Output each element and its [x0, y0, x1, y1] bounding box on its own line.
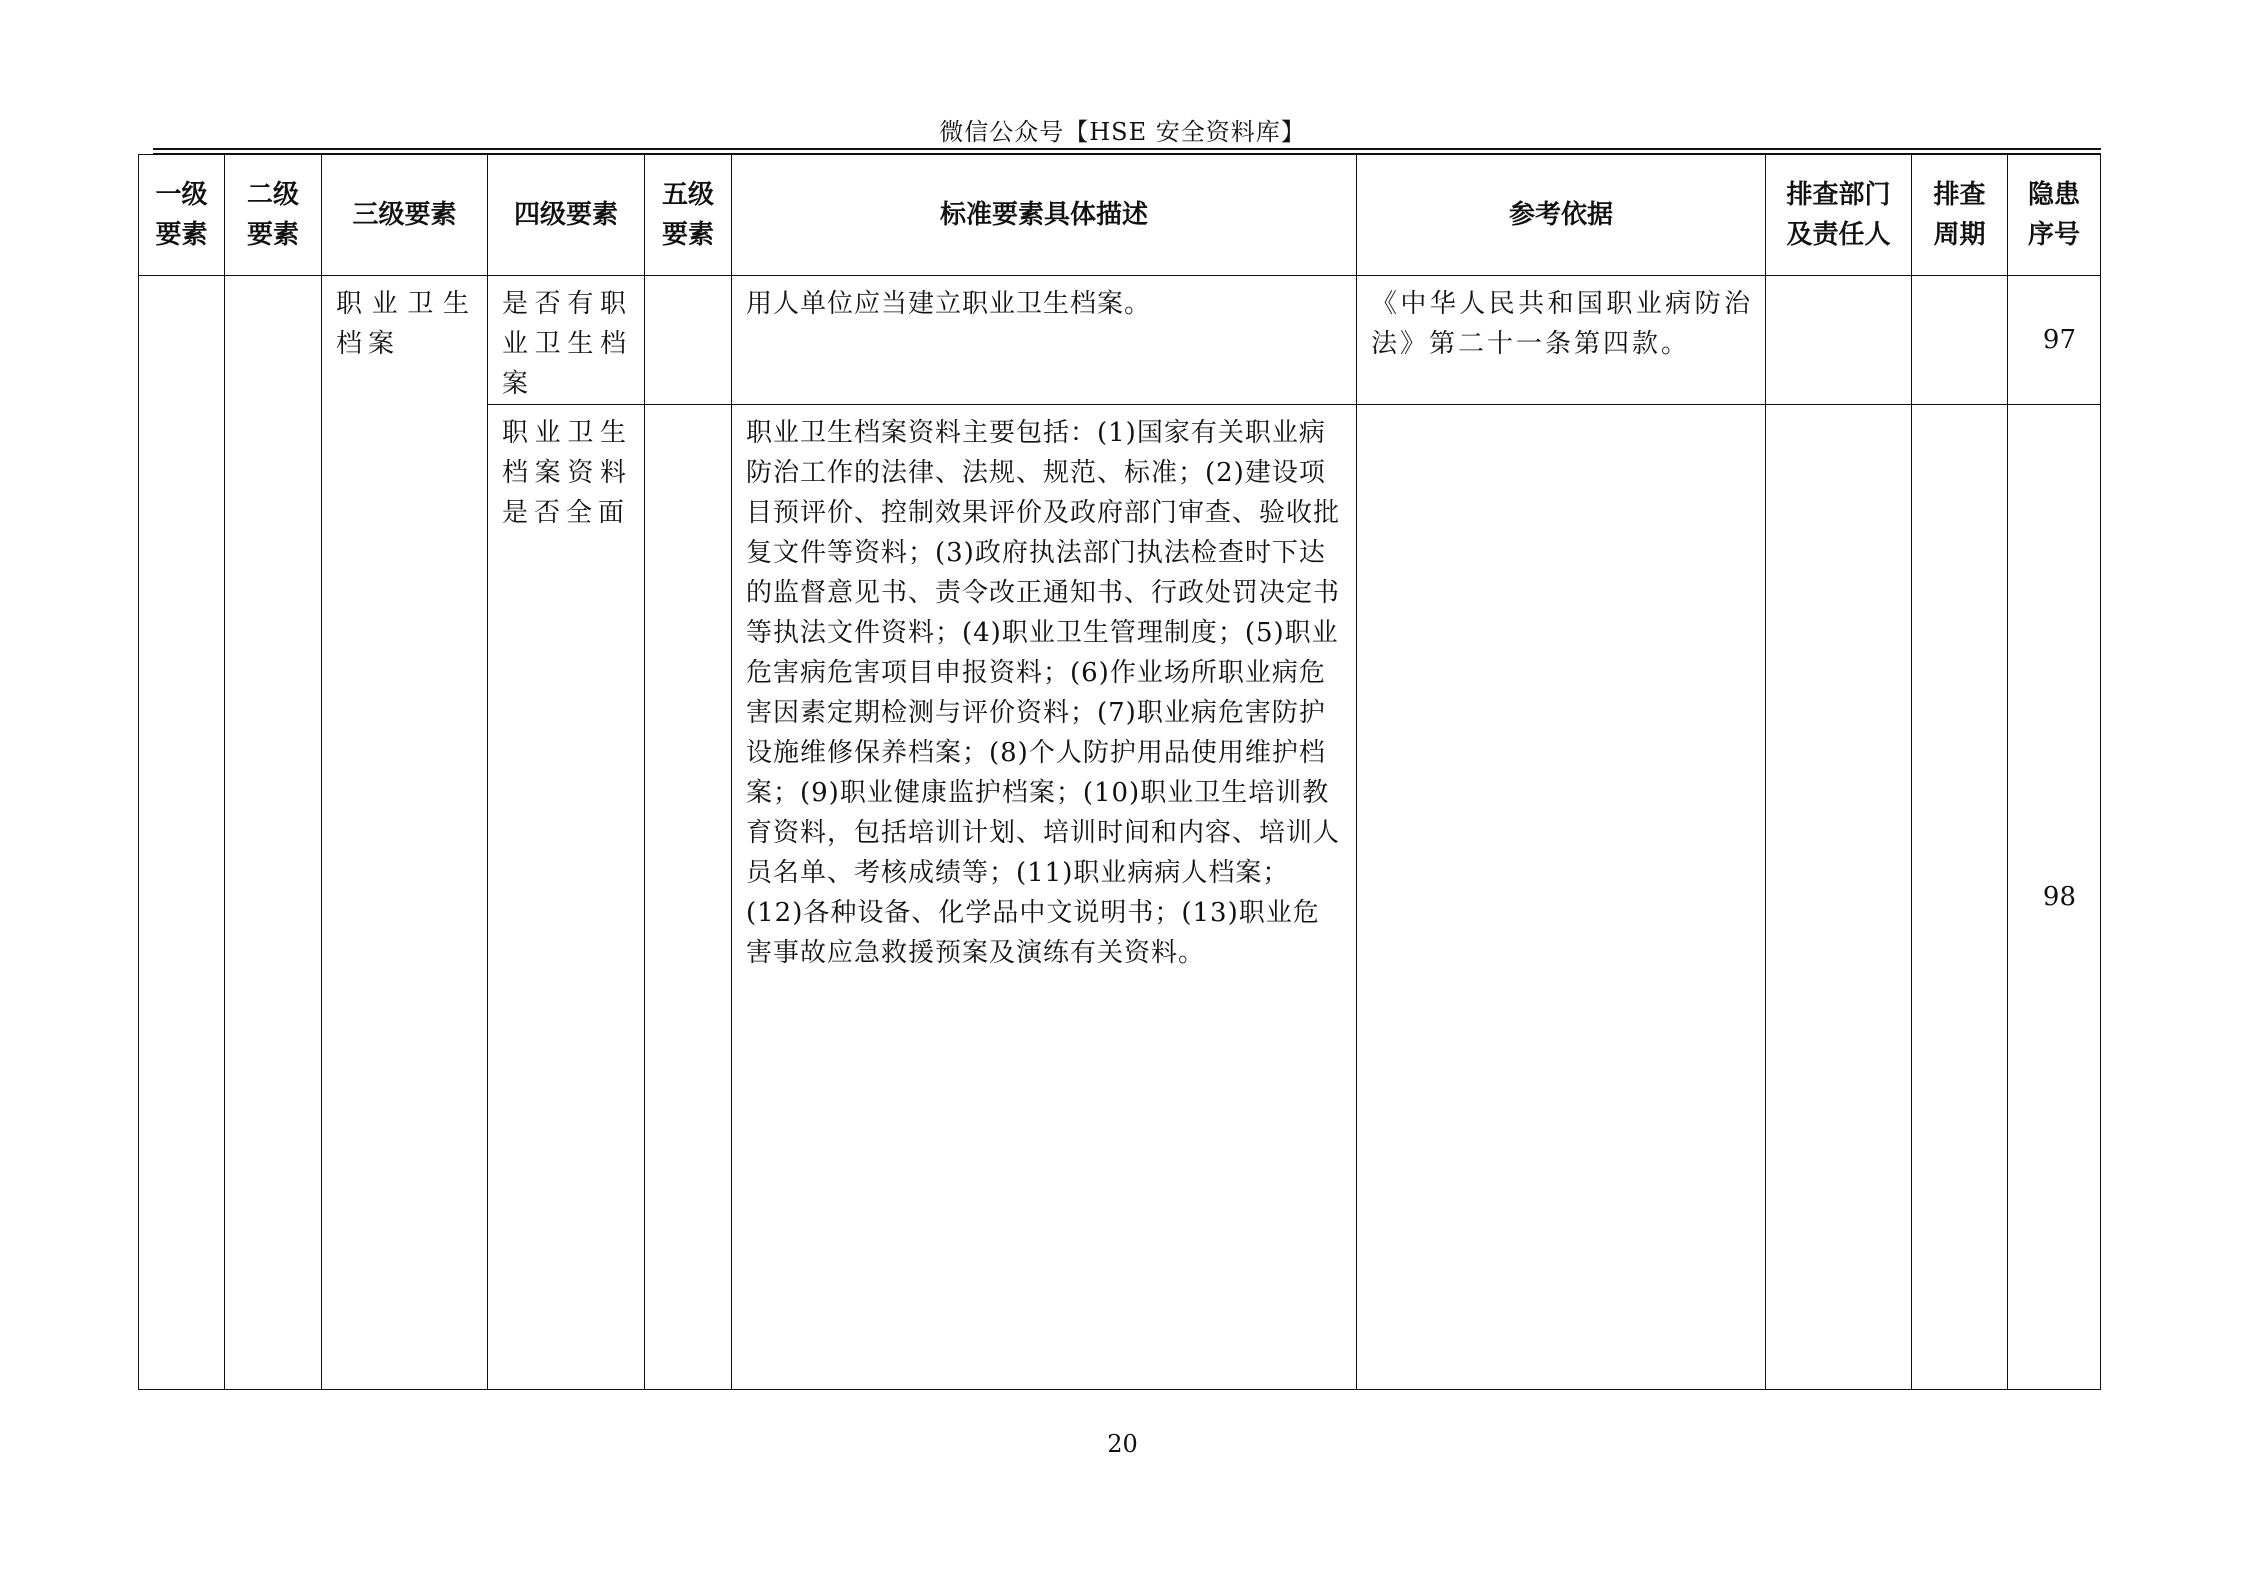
reference-cell — [1357, 276, 1766, 405]
level5-cell — [645, 405, 732, 1390]
inspection-table — [138, 154, 2101, 1390]
description-text: 职业卫生档案资料主要包括：(1)国家有关职业病防治工作的法律、法规、规范、标准；(2)建设项目预评价、控制效果评价及政府部门审查、验收批复文件等资料；(3)政府执法部门执法检查时下达的监督意见书、责令改正通知书、行政处罚决定书等执法文件资料；(4)职业卫生管理制度；(5)职业危害病危害项目申报资料；(6)作业场所职业病危害因素定期检测与评价资料；(7)职业病危害防护设施维修保养档案；(8)个人防护用品使用维护档案；(9)职业健康监护档案；(10)职业卫生培训教育资料，包括培训计划、培训时间和内容、培训人员名单、考核成绩等；(11)职业病病人档案；(12)各种设备、化学品中文说明书；(13)职业危害事故应急救援预案及演练有关资料。 — [746, 418, 1341, 968]
hazard-number: 97 — [2008, 276, 2101, 405]
page-number: 20 — [1107, 1430, 1138, 1458]
reference-text: 《中华人民共和国职业病防治法》第二十一条第四款。 — [1371, 289, 1753, 359]
col-header-level5: 五级 要素 — [645, 155, 732, 276]
level3-cell — [322, 276, 488, 1390]
description-text: 用人单位应当建立职业卫生档案。 — [746, 289, 1152, 319]
level4-text: 是否有职业卫生档案 — [502, 289, 632, 399]
col-header-level4: 四级要素 — [488, 155, 645, 276]
cycle-cell — [1912, 405, 2008, 1390]
hazard-number: 98 — [2008, 405, 2101, 1390]
page-header: 微信公众号【HSE 安全资料库】 — [939, 118, 1306, 146]
col-header-department: 排查部门 及责任人 — [1766, 155, 1912, 276]
col-header-level3: 三级要素 — [322, 155, 488, 276]
col-header-description: 标准要素具体描述 — [732, 155, 1357, 276]
table-row — [139, 276, 2101, 405]
level1-cell — [139, 276, 225, 1390]
level2-cell — [225, 276, 322, 1390]
level4-cell — [488, 276, 645, 405]
level3-text: 职业卫生档案 — [336, 289, 475, 359]
description-cell — [732, 276, 1357, 405]
table-header-row — [139, 155, 2101, 276]
col-header-cycle: 排查 周期 — [1912, 155, 2008, 276]
cycle-cell — [1912, 276, 2008, 405]
department-cell — [1766, 405, 1912, 1390]
reference-cell — [1357, 405, 1766, 1390]
level4-cell — [488, 405, 645, 1390]
level4-text: 职业卫生档案资料是否全面 — [502, 418, 632, 528]
reference-text — [1357, 405, 1765, 413]
level5-cell — [645, 276, 732, 405]
col-header-number: 隐患 序号 — [2008, 155, 2101, 276]
col-header-level1: 一级 要素 — [139, 155, 225, 276]
department-cell — [1766, 276, 1912, 405]
header-rule — [153, 148, 2101, 150]
col-header-level2: 二级 要素 — [225, 155, 322, 276]
col-header-reference: 参考依据 — [1357, 155, 1766, 276]
description-cell — [732, 405, 1357, 1390]
